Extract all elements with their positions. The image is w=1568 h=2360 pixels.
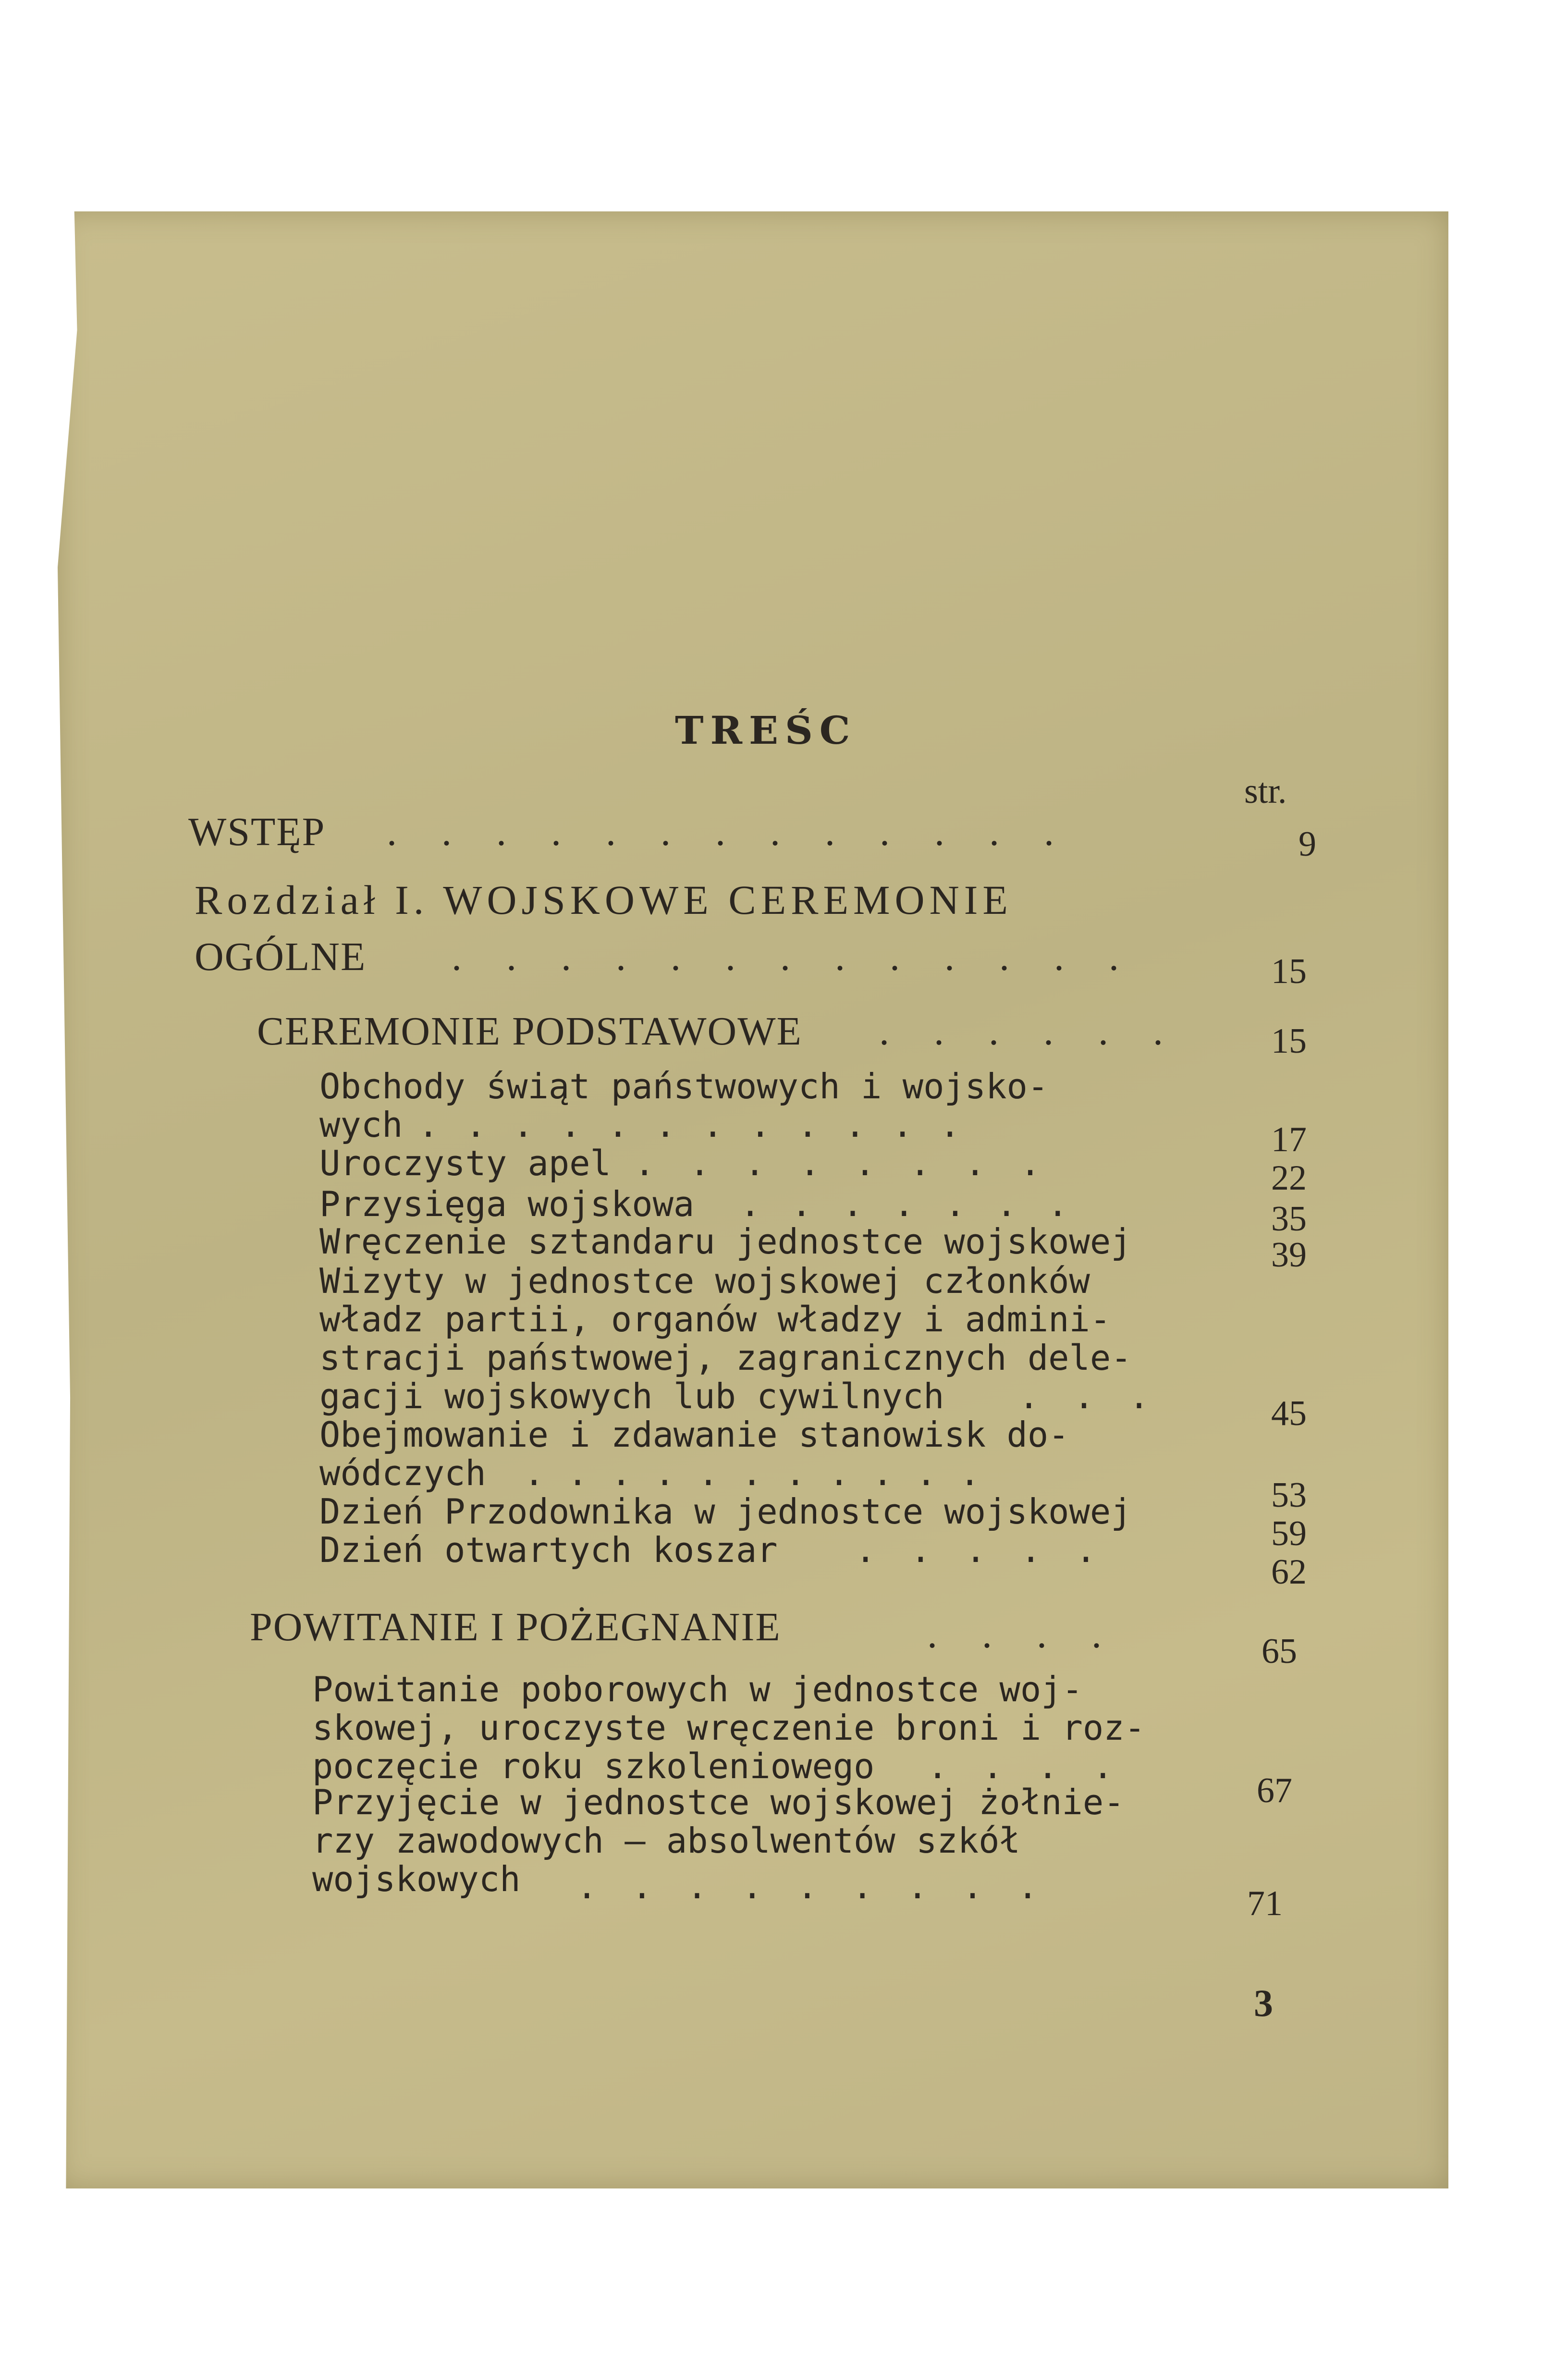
toc-entry-4-title: Uroczysty apel: [319, 1143, 611, 1183]
toc-entry-13-dots: . . . . . . . . .: [576, 1866, 1045, 1906]
toc-entry-8-page: 53: [1271, 1475, 1307, 1515]
toc-entry-1-title-cont: OGÓLNE: [195, 934, 367, 979]
toc-entry-0-title: WSTĘP: [188, 810, 326, 854]
toc-entry-12-title-cont-2: poczęcie roku szkoleniowego: [312, 1746, 875, 1786]
toc-entry-13-page: 71: [1247, 1884, 1283, 1923]
toc-entry-10-page: 62: [1271, 1552, 1307, 1592]
toc-entry-1-dots: . . . . . . . . . . . . .: [452, 934, 1136, 979]
toc-entry-1-title: Rozdział I. WOJSKOWE CEREMONIE: [195, 877, 1013, 923]
toc-entry-13-title: Przyjęcie w jednostce wojskowej żołnie-: [312, 1782, 1125, 1822]
toc-entry-3-title: Obchody świąt państwowych i wojsko-: [319, 1066, 1049, 1106]
toc-entry-0-dots: . . . . . . . . . . . . .: [387, 810, 1071, 854]
toc-entry-11-dots: . . . .: [927, 1612, 1119, 1657]
toc-entry-13-title-cont-1: rzy zawodowych — absolwentów szkół: [312, 1820, 1020, 1861]
toc-entry-7-title: Wizyty w jednostce wojskowej członków: [319, 1261, 1090, 1301]
toc-entry-2-dots: . . . . . .: [879, 1009, 1180, 1054]
toc-entry-7-title-cont-3: gacji wojskowych lub cywilnych: [319, 1376, 944, 1416]
toc-entry-9-page: 59: [1271, 1514, 1307, 1553]
toc-entry-7-title-cont-1: władz partii, organów władzy i admini-: [319, 1299, 1111, 1340]
toc-entry-3-title-cont: wych: [319, 1105, 403, 1145]
page-title: TREŚC: [675, 708, 857, 753]
toc-entry-8-title: Obejmowanie i zdawanie stanowisk do-: [319, 1414, 1069, 1455]
toc-entry-4-dots: . . . . . . . .: [634, 1143, 1048, 1183]
toc-entry-12-title-cont-1: skowej, uroczyste wręczenie broni i roz-: [312, 1708, 1145, 1748]
toc-entry-5-title: Przysięga wojskowa: [319, 1184, 695, 1224]
toc-entry-7-page: 45: [1271, 1394, 1307, 1433]
toc-entry-12-dots: . . . .: [927, 1746, 1120, 1786]
toc-entry-5-page: 35: [1271, 1199, 1307, 1239]
toc-entry-6-title: Wręczenie sztandaru jednostce wojskowej: [319, 1221, 1132, 1262]
toc-entry-4-page: 22: [1271, 1158, 1307, 1198]
page-column-label: str.: [1244, 772, 1287, 811]
toc-entry-8-dots: . . . . . . . . . . .: [524, 1453, 981, 1493]
toc-entry-6-page: 39: [1271, 1235, 1307, 1275]
page-number: 3: [1254, 1982, 1273, 2025]
toc-entry-11-title: POWITANIE I POŻEGNANIE: [250, 1605, 781, 1649]
toc-entry-5-dots: . . . . . . .: [740, 1184, 1073, 1224]
toc-entry-10-title: Dzień otwartych koszar: [319, 1530, 778, 1570]
toc-entry-3-page: 17: [1271, 1120, 1307, 1159]
toc-entry-1-page: 15: [1271, 952, 1307, 991]
toc-entry-2-page: 15: [1271, 1021, 1307, 1061]
toc-entry-7-dots: . . .: [1018, 1376, 1156, 1416]
toc-entry-12-page: 67: [1257, 1771, 1292, 1810]
toc-entry-12-title: Powitanie poborowych w jednostce woj-: [312, 1669, 1083, 1709]
toc-entry-11-page: 65: [1262, 1632, 1297, 1671]
toc-entry-13-title-cont-2: wojskowych: [312, 1859, 521, 1899]
toc-entry-0-page: 9: [1298, 824, 1316, 864]
toc-entry-2-title: CEREMONIE PODSTAWOWE: [257, 1009, 802, 1054]
toc-entry-10-dots: . . . . .: [855, 1530, 1103, 1570]
toc-entry-9-title: Dzień Przodownika w jednostce wojskowej: [319, 1491, 1132, 1532]
toc-entry-7-title-cont-2: stracji państwowej, zagranicznych dele-: [319, 1338, 1132, 1378]
toc-entry-8-title-cont: wódczych: [319, 1453, 486, 1493]
toc-entry-3-dots: . . . . . . . . . . . .: [418, 1105, 963, 1145]
